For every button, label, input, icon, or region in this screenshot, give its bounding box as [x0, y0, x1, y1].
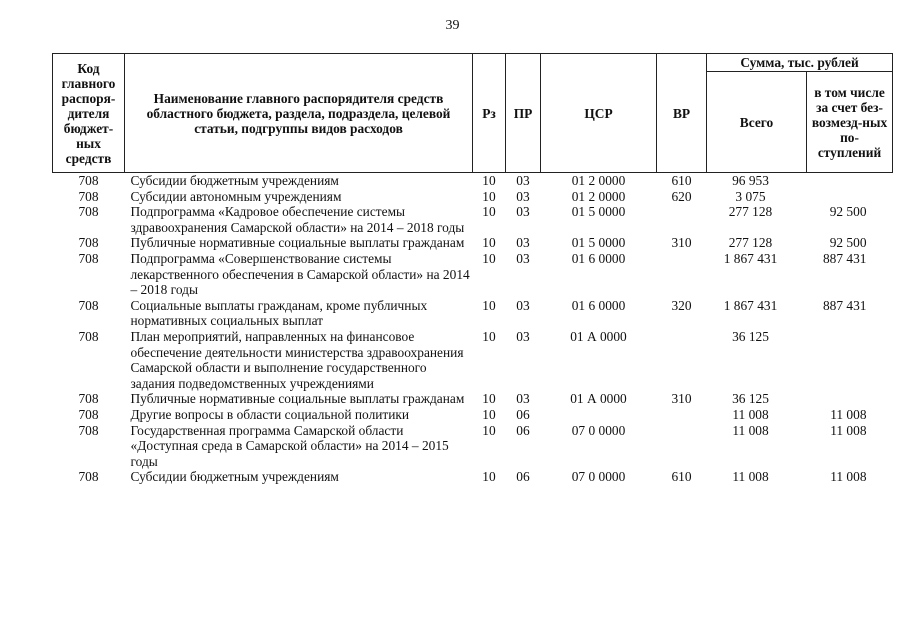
row-csr: 01 А 0000 — [570, 328, 627, 344]
row-grant — [807, 173, 893, 189]
row-rz: 10 — [482, 469, 496, 485]
row-grant: 92 500 — [829, 235, 867, 251]
row-rz: 10 — [482, 173, 496, 188]
table-row — [53, 391, 893, 407]
row-name: Подпрограмма «Кадровое обеспечение системы здравоохранения Самарской области» на 2014 – 2018 годы — [130, 204, 465, 235]
row-kod: 708 — [78, 250, 99, 266]
row-rz: 10 — [482, 250, 496, 266]
row-total: 3 075 — [735, 188, 766, 204]
row-pr: 06 — [516, 406, 530, 422]
row-csr: 01 6 0000 — [571, 250, 626, 266]
row-total: 277 128 — [728, 204, 773, 220]
row-csr: 01 2 0000 — [571, 188, 626, 204]
row-csr: 01 6 0000 — [571, 297, 626, 313]
row-rz: 10 — [482, 235, 496, 251]
row-total: 277 128 — [728, 235, 773, 251]
row-kod: 708 — [78, 422, 99, 438]
row-grant: 11 008 — [830, 406, 867, 422]
table-row — [53, 173, 893, 189]
row-name: Субсидии бюджетным учреждениям — [130, 173, 339, 188]
row-csr: 07 0 0000 — [571, 422, 626, 438]
row-vr: 310 — [671, 391, 692, 407]
header-rz: Рз — [473, 54, 506, 173]
row-total: 36 125 — [732, 328, 769, 344]
row-grant — [807, 391, 893, 407]
row-csr: 01 5 0000 — [571, 235, 626, 251]
row-pr: 03 — [516, 204, 530, 220]
row-csr — [541, 407, 657, 423]
row-pr: 06 — [516, 422, 530, 438]
table-row — [53, 407, 893, 423]
row-name: Публичные нормативные социальные выплаты гражданам — [130, 235, 465, 251]
header-vr: ВР — [657, 54, 707, 173]
row-rz: 10 — [482, 328, 496, 344]
row-kod: 708 — [78, 204, 99, 220]
row-pr: 06 — [516, 469, 530, 485]
row-vr — [657, 204, 707, 235]
row-kod: 708 — [78, 391, 99, 407]
table-header — [53, 54, 893, 173]
budget-table — [52, 53, 893, 485]
row-name: Социальные выплаты гражданам, кроме публичных нормативных социальных выплат — [130, 297, 428, 329]
row-csr: 01 2 0000 — [571, 173, 626, 188]
row-vr: 610 — [671, 173, 692, 188]
table-row — [53, 298, 893, 329]
row-rz: 10 — [482, 188, 496, 204]
row-rz: 10 — [482, 406, 496, 422]
table-row — [53, 251, 893, 298]
row-vr: 310 — [671, 235, 692, 251]
row-rz: 10 — [482, 422, 496, 438]
row-total: 11 008 — [732, 469, 769, 485]
row-pr: 03 — [516, 235, 530, 251]
row-vr — [657, 251, 707, 298]
row-kod: 708 — [78, 173, 99, 188]
row-name: Публичные нормативные социальные выплаты гражданам — [130, 391, 465, 407]
row-vr — [657, 329, 707, 391]
row-pr: 03 — [516, 250, 530, 266]
row-grant: 92 500 — [829, 204, 867, 220]
header-sum: Сумма, тыс. рублей — [707, 54, 893, 72]
row-csr: 01 А 0000 — [570, 391, 627, 407]
row-rz: 10 — [482, 204, 496, 220]
row-grant: 11 008 — [830, 422, 867, 438]
header-kod: Код главного распоря-дителя бюджет-ных средств — [53, 54, 125, 173]
row-vr — [657, 407, 707, 423]
header-csr: ЦСР — [541, 54, 657, 173]
row-grant: 887 431 — [822, 250, 867, 266]
row-total: 96 953 — [732, 173, 769, 188]
row-pr: 03 — [516, 188, 530, 204]
row-grant — [807, 189, 893, 205]
table-row — [53, 469, 893, 485]
row-vr — [657, 423, 707, 470]
row-pr: 03 — [516, 173, 530, 188]
row-vr: 320 — [671, 297, 692, 313]
row-csr: 07 0 0000 — [571, 469, 626, 485]
row-kod: 708 — [78, 188, 99, 204]
table-row — [53, 423, 893, 470]
header-total: Всего — [707, 72, 807, 173]
page-number: 39 — [445, 18, 460, 33]
row-kod: 708 — [78, 297, 99, 313]
row-name: Государственная программа Самарской области «Доступная среда в Самарской области» на 2014 – 2015 годы — [130, 422, 449, 469]
row-name: Подпрограмма «Совершенствование системы лекарственного обеспечения в Самарской области» на 2014 – 2018 годы — [130, 250, 470, 298]
row-kod: 708 — [78, 235, 99, 251]
row-total: 1 867 431 — [723, 250, 778, 266]
row-grant: 887 431 — [822, 297, 867, 313]
row-name: Субсидии автономным учреждениям — [130, 188, 342, 204]
header-grant: в том числе за счет без-возмезд-ных по-ступлений — [807, 72, 893, 173]
row-csr: 01 5 0000 — [571, 204, 626, 220]
row-name: Субсидии бюджетным учреждениям — [130, 469, 339, 485]
table-body — [53, 173, 893, 485]
row-total: 11 008 — [732, 422, 769, 438]
row-kod: 708 — [78, 406, 99, 422]
table-row — [53, 329, 893, 391]
row-kod: 708 — [78, 328, 99, 344]
row-total: 1 867 431 — [723, 297, 778, 313]
row-total: 36 125 — [732, 391, 769, 407]
row-total: 11 008 — [732, 406, 769, 422]
table-row — [53, 235, 893, 251]
row-rz: 10 — [482, 391, 496, 407]
row-kod: 708 — [78, 469, 99, 485]
row-vr: 610 — [671, 469, 692, 485]
row-rz: 10 — [482, 297, 496, 313]
row-grant: 11 008 — [830, 469, 867, 485]
header-name: Наименование главного распорядителя средств областного бюджета, раздела, подраздела, целевой статьи, подгруппы видов расходов — [125, 54, 473, 173]
row-name: План мероприятий, направленных на финансовое обеспечение деятельности министерства здравоохранения Самарской области и выполнение государственного задания подведомственных учреждениями — [130, 328, 464, 391]
row-vr: 620 — [671, 188, 692, 204]
header-pr: ПР — [506, 54, 541, 173]
row-pr: 03 — [516, 297, 530, 313]
table-row — [53, 204, 893, 235]
table-row — [53, 189, 893, 205]
row-pr: 03 — [516, 391, 530, 407]
row-grant — [807, 329, 893, 391]
row-name: Другие вопросы в области социальной политики — [130, 406, 410, 422]
row-pr: 03 — [516, 328, 530, 344]
